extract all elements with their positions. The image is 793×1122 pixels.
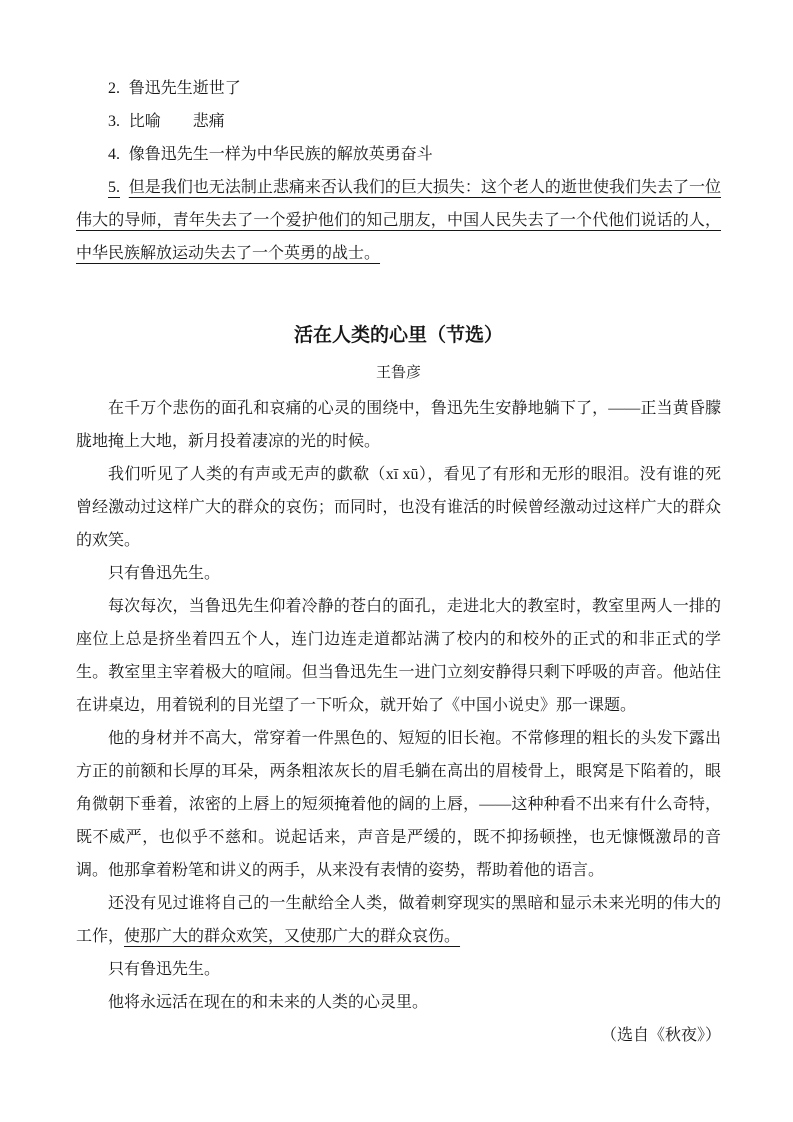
answer-item-3 [76, 105, 721, 138]
paragraph-3 [76, 557, 721, 590]
paragraph-6 [76, 887, 721, 953]
answer-item-4 [76, 138, 721, 171]
answer-item-2 [76, 72, 721, 105]
paragraph-text: 他的身材并不高大，常穿着一件黑色的、短短的旧长袍。不常修理的粗长的头发下露出方正的前额和长厚的耳朵，两条粗浓灰长的眉毛躺在高出的眉棱骨上，眼窝是下陷着的，眼角微朝下垂着，浓密的上唇上的短须掩着他的阔的上唇，——这种种看不出来有什么奇特，既不威严，也似乎不慈和。说起话来，声音是严缓的，既不抑扬顿挫，也无慷慨激昂的音调。他那拿着粉笔和讲义的两手，从来没有表情的姿势，帮助着他的语言。 [76, 730, 721, 879]
article-author: 王鲁彦 [375, 365, 421, 381]
paragraph-1 [76, 392, 721, 458]
paragraph-7 [76, 953, 721, 986]
paragraph-text: 只有鲁迅先生。 [108, 961, 221, 978]
paragraph-5 [76, 722, 721, 887]
paragraph-text: 只有鲁迅先生。 [108, 565, 221, 582]
answer-text: 鲁迅先生逝世了 [128, 80, 241, 97]
paragraph-8 [76, 986, 721, 1019]
answer-number: 2. [108, 80, 120, 97]
answer-item-5 [76, 171, 721, 270]
answer-number: 3. [108, 113, 120, 130]
answer-number: 4. [108, 146, 120, 163]
paragraph-4 [76, 590, 721, 722]
answer-number: 5. [108, 179, 120, 196]
answer-text: 但是我们也无法制止悲痛来否认我们的巨大损失：这个老人的逝世使我们失去了一位伟大的导师，青年失去了一个爱护他们的知己朋友，中国人民失去了一个代他们说话的人，中华民族解放运动失去了一个英勇的战士。 [76, 179, 721, 262]
paragraph-underlined-text: 使那广大的群众欢笑，又使那广大的群众哀伤。 [124, 928, 461, 945]
article-body [76, 392, 721, 1019]
answer-text: 像鲁迅先生一样为中华民族的解放英勇奋斗 [128, 146, 433, 163]
paragraph-text: 还没有见过谁将自己的一生献给全人类，做着刺穿现实的黑暗和显示未来光明的伟大的工作， [76, 895, 721, 945]
paragraph-2 [76, 458, 721, 557]
source-attribution: （选自《秋夜》） [600, 1027, 721, 1044]
paragraph-text: 每次每次，当鲁迅先生仰着冷静的苍白的面孔，走进北大的教室时，教室里两人一排的座位上总是挤坐着四五个人，连门边连走道都站满了校内的和校外的正式的和非正式的学生。教室里主宰着极大的喧闹。但当鲁迅先生一进门立刻安静得只剩下呼吸的声音。他站住在讲桌边，用着锐利的目光望了一下听众，就开始了《中国小说史》那一课题。 [76, 598, 721, 714]
answers-section [76, 72, 721, 270]
paragraph-text: 我们听见了人类的有声或无声的歔欷（xī xū），看见了有形和无形的眼泪。没有谁的死曾经激动过这样广大的群众的哀伤；而同时，也没有谁活的时候曾经激动过这样广大的群众的欢笑。 [76, 466, 721, 549]
answer-text: 比喻 悲痛 [128, 113, 225, 130]
article-title: 活在人类的心里（节选） [293, 325, 503, 346]
paragraph-text: 在千万个悲伤的面孔和哀痛的心灵的围绕中，鲁迅先生安静地躺下了，——正当黄昏朦胧地掩上大地，新月投着凄凉的光的时候。 [76, 400, 721, 450]
paragraph-text: 他将永远活在现在的和未来的人类的心灵里。 [108, 994, 429, 1011]
